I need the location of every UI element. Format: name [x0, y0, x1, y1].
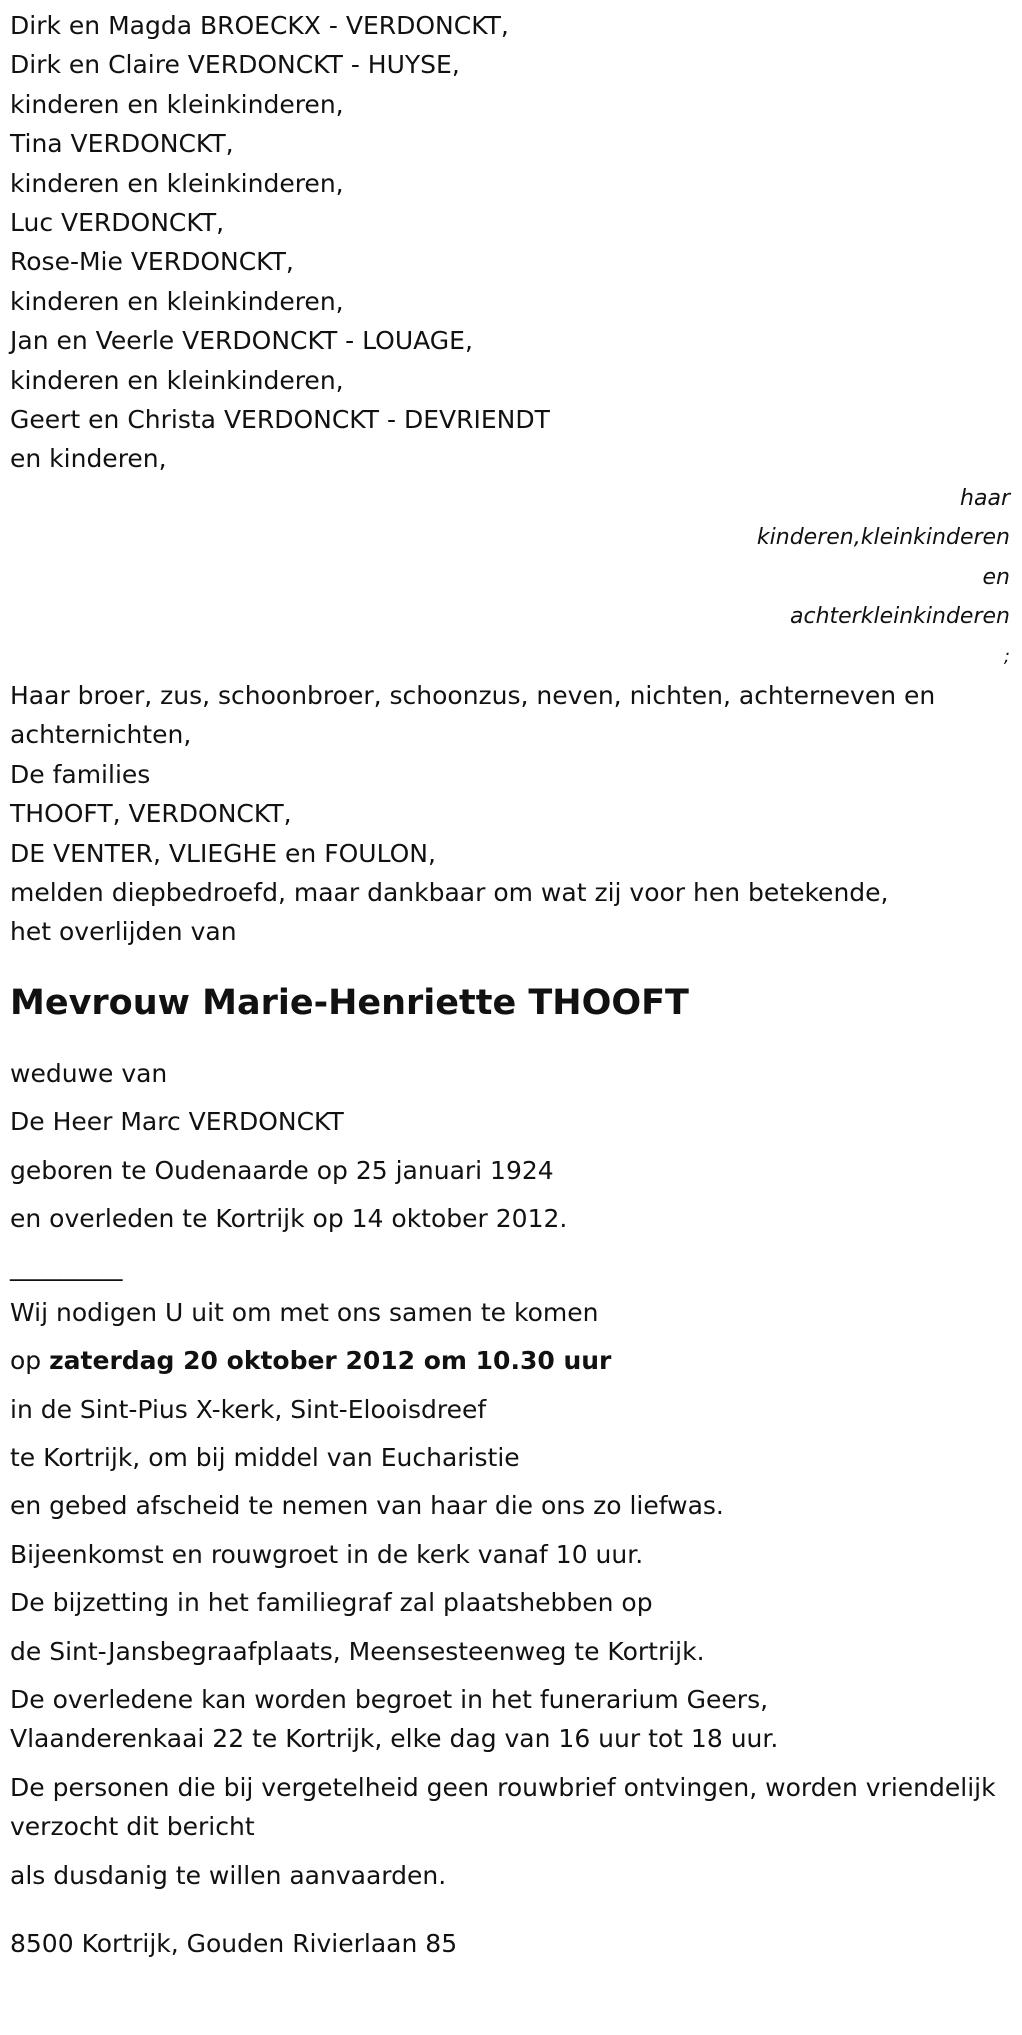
- separator-line: _________: [10, 1252, 123, 1282]
- family-line: en kinderen,: [10, 444, 167, 474]
- family-line: Luc VERDONCKT,: [10, 208, 225, 238]
- funeral-home-line: Vlaanderenkaai 22 te Kortrijk, elke dag van 16 uur tot 18 uur.: [10, 1724, 779, 1754]
- italic-line: achterkleinkinderen: [790, 604, 1010, 630]
- invitation-line: Wij nodigen U uit om met ons samen te komen: [10, 1297, 599, 1327]
- announcement-line: melden diepbedroefd, maar dankbaar om wat zij voor hen betekende,: [10, 877, 889, 907]
- burial-line: de Sint-Jansbegraafplaats, Meensesteenweg te Kortrijk.: [10, 1636, 705, 1666]
- family-line: kinderen en kleinkinderen,: [10, 365, 344, 395]
- funeral-home-line: De overledene kan worden begroet in het funerarium Geers,: [10, 1685, 769, 1715]
- italic-line: en: [982, 564, 1010, 590]
- family-line: Dirk en Claire VERDONCKT - HUYSE,: [10, 50, 460, 80]
- families-label: De families: [10, 759, 151, 789]
- family-line: Dirk en Magda BROECKX - VERDONCKT,: [10, 11, 509, 40]
- service-date-line: [10, 1341, 1012, 1380]
- deceased-details: [10, 1054, 1012, 1239]
- deceased-name: Mevrouw Marie-Henriette THOOFT: [10, 982, 689, 1023]
- families-names: THOOFT, VERDONCKT,: [10, 799, 292, 829]
- family-line: Rose-Mie VERDONCKT,: [10, 247, 294, 277]
- family-line: Geert en Christa VERDONCKT - DEVRIENDT: [10, 405, 550, 435]
- relatives-section: [10, 676, 1012, 952]
- widow-of: weduwe van: [10, 1058, 168, 1088]
- burial-line: De bijzetting in het familiegraf zal plaatshebben op: [10, 1588, 653, 1618]
- grandchildren-italic-block: [10, 479, 1010, 676]
- family-line: Tina VERDONCKT,: [10, 129, 234, 159]
- spacer: [10, 1026, 1012, 1054]
- family-line: kinderen en kleinkinderen,: [10, 89, 344, 119]
- family-list: [10, 6, 1012, 479]
- family-line: kinderen en kleinkinderen,: [10, 168, 344, 198]
- italic-line: ;: [1003, 645, 1010, 667]
- birth-line: geboren te Oudenaarde op 25 januari 1924: [10, 1155, 554, 1185]
- families-names: DE VENTER, VLIEGHE en FOULON,: [10, 838, 436, 868]
- spouse-name: De Heer Marc VERDONCKT: [10, 1107, 344, 1137]
- city-line: te Kortrijk, om bij middel van Eucharistie: [10, 1443, 520, 1472]
- service-date-prefix: op: [10, 1346, 50, 1376]
- relatives-line: Haar broer, zus, schoonbroer, schoonzus, neven, nichten, achterneven en achternichten,: [10, 680, 936, 750]
- accept-line: als dusdanig te willen aanvaarden.: [10, 1860, 447, 1890]
- contact-address: 8500 Kortrijk, Gouden Rivierlaan 85: [10, 1929, 458, 1959]
- service-date: zaterdag 20 oktober 2012 om 10.30 uur: [49, 1346, 612, 1376]
- church-line: in de Sint-Pius X-kerk, Sint-Elooisdreef: [10, 1394, 487, 1424]
- italic-line: kinderen,kleinkinderen: [756, 525, 1010, 551]
- italic-line: haar: [960, 485, 1010, 511]
- family-line: kinderen en kleinkinderen,: [10, 286, 344, 316]
- announcement-line: het overlijden van: [10, 917, 237, 947]
- death-line: en overleden te Kortrijk op 14 oktober 2012.: [10, 1203, 568, 1233]
- prayer-line: en gebed afscheid te nemen van haar die ons zo liefwas.: [10, 1491, 724, 1521]
- notice-line: De personen die bij vergetelheid geen rouwbrief ontvingen, worden vriendelijk verzocht dit bericht: [10, 1772, 996, 1842]
- service-details: [10, 1293, 1012, 1895]
- gathering-line: Bijeenkomst en rouwgroet in de kerk vanaf 10 uur.: [10, 1539, 644, 1569]
- family-line: Jan en Veerle VERDONCKT - LOUAGE,: [10, 326, 473, 356]
